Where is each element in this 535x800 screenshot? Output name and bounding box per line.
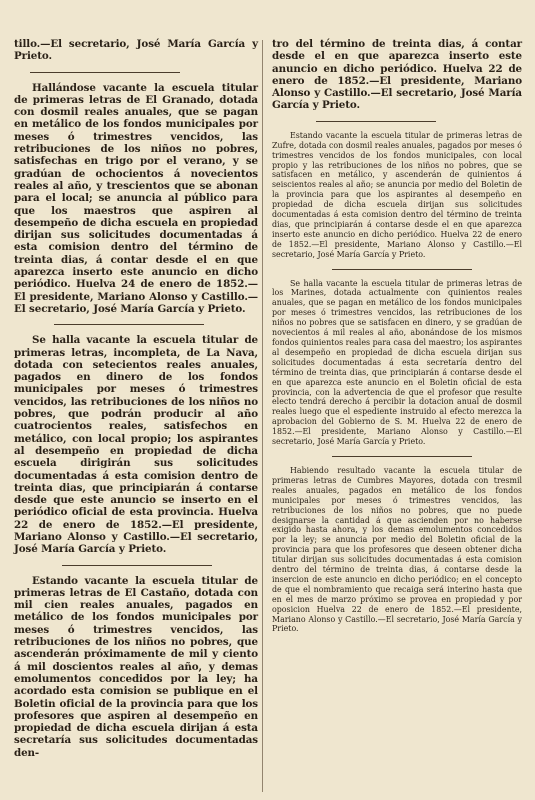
separator-rule: [332, 269, 472, 270]
notice-text: Se halla vacante la escuela titular de primeras letras de los Marines, dotada actualmente con quinientos reales anuales, que se pagan en metálico de los fondos municipales por meses ó trimestres vencidos, las retribuciones de los niños no pobres que se satisfacen en dinero, y se gradúan de novecientos á mil reales al año, abonándose de los mismos fondos quinientos reales para casa del maestro; los aspirantes al desempeño en propiedad de dicha escuela dirijan sus solicitudes documentadas á esta secretaría dentro del término de treinta dias, que principiarán á contarse desde el en que aparezca este anuncio en el Boletin oficial de esta provincia, con la advertencia de que el profesor que resulte electo tendrá derecho á percibir la dotacion anual de dosmil reales luego que el espediente instruido al efecto merezca la aprobacion del Gobierno de S. M. Huelva 22 de enero de 1852.—El presidente, Mariano Alonso y Castillo.—El secretario, José María García y Prieto.: [272, 278, 522, 447]
separator-rule: [30, 72, 180, 73]
notice-text: Hallándose vacante la escuela titular de primeras letras de El Granado, dotada con dosmil reales anuales, que se pagan en metálico de los fondos municipales por meses ó trimestres vencidos, las retribuciones de los niños no pobres, satisfechas en trigo por el verano, y se gradúan de ochocientos á novecientos reales al año, y trescientos que se abonan para el local; se anuncia al público para que los maestros que aspiren al desempeño de dicha escuela en propiedad dirijan sus solicitudes documentadas á esta comision dentro del término de treinta dias, á contar desde el en que aparezca inserto este anuncio en dicho periódico. Huelva 24 de enero de 1852.—El presidente, Mariano Alonso y Castillo.—El secretario, José María García y Prieto.: [14, 81, 258, 315]
notice-los-marines: [272, 279, 522, 447]
separator-rule: [54, 324, 204, 325]
notice-text: Estando vacante la escuela titular de primeras letras de Zufre, dotada con dosmil reales anuales, pagados por meses ó trimestres vencidos de los fondos municipales, con local propio y las retribuciones de los niños no pobres, que se satisfacen en metálico, y ascenderán de quinientos á seiscientos reales al año; se anuncia por medio del Boletin de la provincia para que los aspirantes al desempeño en propiedad de dicha escuela dirijan sus solicitudes documentadas á esta comision dentro del término de treinta dias, que principiarán á contarse desde el en que aparezca inserto este anuncio en dicho periódico. Huelva 22 de enero de 1852.—El presidente, Mariano Alonso y Castillo.—El secretario, José María García y Prieto.: [272, 130, 522, 259]
notice-la-nava: [14, 334, 258, 555]
notice-el-castano: [14, 575, 258, 759]
separator-rule: [316, 121, 436, 122]
left-column: [14, 38, 258, 759]
notice-continuation-right: [272, 38, 522, 112]
notice-zufre: [272, 131, 522, 260]
right-column: [272, 38, 522, 634]
notice-text: Estando vacante la escuela titular de primeras letras de El Castaño, dotada con mil cien reales anuales, pagados en metálico de los fondos municipales por meses ó trimestres vencidos, las retribuciones de los niños no pobres, que ascenderán próximamente de mil y ciento á mil doscientos reales al año, y demas emolumentos concedidos por la ley; ha acordado esta comision se publique en el Boletin oficial de la provincia para que los profesores que aspiren al desempeño en propiedad de dicha escuela dirijan á esta secretaría sus solicitudes documentadas den-: [14, 574, 258, 759]
notice-cumbres-mayores: [272, 466, 522, 634]
notice-text: Habiendo resultado vacante la escuela titular de primeras letras de Cumbres Mayores, dotada con tresmil reales anuales, pagados en metálico de los fondos municipales por meses ó trimestres vencidos, las retribuciones de los niños no pobres, que no puede designarse la cantidad á que ascienden por no haberse exigido hasta ahora, y los demas emolumentos concedidos por la ley; se anuncia por medio del Boletin oficial de la provincia para que los profesores que deseen obtener dicha titular dirijan sus solicitudes documentadas á esta comision dentro del término de treinta dias, á contarse desde la insercion de este anuncio en dicho periódico; en el concepto de que el nombramiento que recaiga será interino hasta que en el mes de marzo próximo se provea en propiedad y por oposicion Huelva 22 de enero de 1852.—El presidente, Mariano Alonso y Castillo.—El secretario, José María García y Prieto.: [272, 465, 522, 634]
notice-text: tillo.—El secretario, José María García y Prieto.: [14, 38, 258, 63]
notice-el-granado: [14, 82, 258, 316]
separator-rule: [332, 456, 472, 457]
column-divider: [262, 40, 263, 792]
separator-rule: [62, 565, 212, 566]
notice-text: Se halla vacante la escuela titular de primeras letras, incompleta, de La Nava, dotada con setecientos reales anuales, pagados en dinero de los fondos municipales por meses ó trimestres vencidos, las retribuciones de los niños no pobres, que podrán producir al año cuatrocientos reales, satisfechos en metálico, con local propio; los aspirantes al desempeño en propiedad de dicha escuela dirigirán sus solicitudes documentadas á esta comision dentro de treinta dias, que principiarán á contarse desde que este anuncio se inserto en el periódico oficial de esta provincia. Huelva 22 de enero de 1852.—El presidente, Mariano Alonso y Castillo.—El secretario, José María García y Prieto.: [14, 334, 258, 556]
notice-text: tro del término de treinta dias, á contar desde el en que aparezca inserto este anuncio en dicho periódico. Huelva 22 de enero de 1852.—El presidente, Mariano Alonso y Castillo.—El secretario, José María García y Prieto.: [272, 38, 522, 112]
notice-continuation-left: [14, 38, 258, 63]
